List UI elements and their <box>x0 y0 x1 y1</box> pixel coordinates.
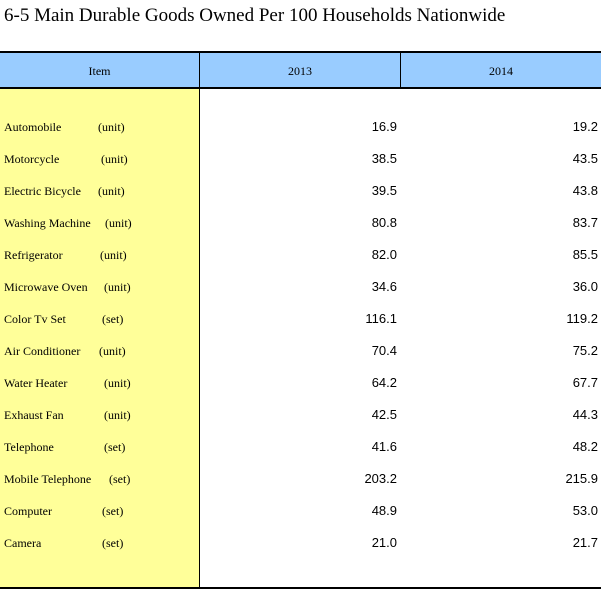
value-2013: 38.5 <box>371 151 397 166</box>
item-label: Color Tv Set <box>4 312 66 326</box>
item-label: Automobile <box>4 120 62 134</box>
table-row <box>0 183 601 215</box>
table-row <box>0 503 601 535</box>
table-row <box>0 119 601 151</box>
table-row <box>0 247 601 279</box>
page-title: 6-5 Main Durable Goods Owned Per 100 Households Nationwide <box>4 5 506 26</box>
item-label: Telephone <box>4 440 54 454</box>
table-row <box>0 375 601 407</box>
value-2014: 36.0 <box>572 279 598 294</box>
item-label: Motorcycle <box>4 152 60 166</box>
item-unit: (unit) <box>104 408 131 422</box>
item-label: Refrigerator <box>4 248 63 262</box>
item-unit: (unit) <box>104 280 131 294</box>
table-row <box>0 215 601 247</box>
value-2014: 85.5 <box>572 247 598 262</box>
value-2014: 48.2 <box>572 439 598 454</box>
value-2014: 83.7 <box>572 215 598 230</box>
value-2014: 43.5 <box>572 151 598 166</box>
value-2013: 80.8 <box>371 215 397 230</box>
value-2013: 39.5 <box>371 183 397 198</box>
header-2014: 2014 <box>489 64 513 78</box>
value-2013: 82.0 <box>371 247 397 262</box>
value-2013: 16.9 <box>371 119 397 134</box>
value-2013: 41.6 <box>371 439 397 454</box>
item-label: Washing Machine <box>4 216 91 230</box>
item-unit: (unit) <box>99 344 126 358</box>
value-2014: 21.7 <box>572 535 598 550</box>
value-2013: 70.4 <box>371 343 397 358</box>
item-unit: (unit) <box>98 184 125 198</box>
value-2013: 116.1 <box>365 311 397 326</box>
table-row <box>0 535 601 567</box>
item-label: Microwave Oven <box>4 280 88 294</box>
value-2014: 215.9 <box>565 471 598 486</box>
item-unit: (set) <box>109 472 131 486</box>
value-2014: 67.7 <box>572 375 598 390</box>
item-unit: (set) <box>104 440 126 454</box>
value-2013: 42.5 <box>371 407 397 422</box>
item-label: Electric Bicycle <box>4 184 81 198</box>
header-item: Item <box>0 53 200 89</box>
table-row <box>0 311 601 343</box>
table-row <box>0 279 601 311</box>
value-2014: 75.2 <box>572 343 598 358</box>
item-unit: (unit) <box>105 216 132 230</box>
item-label: Air Conditioner <box>4 344 81 358</box>
item-unit: (set) <box>102 312 124 326</box>
value-2013: 21.0 <box>371 535 397 550</box>
header-2013: 2013 <box>200 53 401 89</box>
value-2014: 119.2 <box>566 311 598 326</box>
table-row <box>0 151 601 183</box>
item-label: Mobile Telephone <box>4 472 92 486</box>
table-row <box>0 471 601 503</box>
value-2014: 44.3 <box>572 407 598 422</box>
value-2014: 19.2 <box>572 119 598 134</box>
item-unit: (set) <box>102 504 124 518</box>
item-label: Exhaust Fan <box>4 408 64 422</box>
item-unit: (unit) <box>104 376 131 390</box>
value-2013: 34.6 <box>371 279 397 294</box>
value-2013: 48.9 <box>371 503 397 518</box>
value-2013: 64.2 <box>371 375 397 390</box>
item-label: Water Heater <box>4 376 68 390</box>
item-unit: (unit) <box>100 248 127 262</box>
table-row <box>0 407 601 439</box>
table-row <box>0 343 601 375</box>
item-label: Computer <box>4 504 52 518</box>
value-2013: 203.2 <box>364 471 397 486</box>
table-row <box>0 439 601 471</box>
item-label: Camera <box>4 536 42 550</box>
item-unit: (unit) <box>101 152 128 166</box>
value-2014: 43.8 <box>572 183 598 198</box>
table-header <box>0 51 601 89</box>
durable-goods-table <box>0 51 601 589</box>
item-unit: (set) <box>102 536 124 550</box>
value-2014: 53.0 <box>572 503 598 518</box>
item-unit: (unit) <box>98 120 125 134</box>
